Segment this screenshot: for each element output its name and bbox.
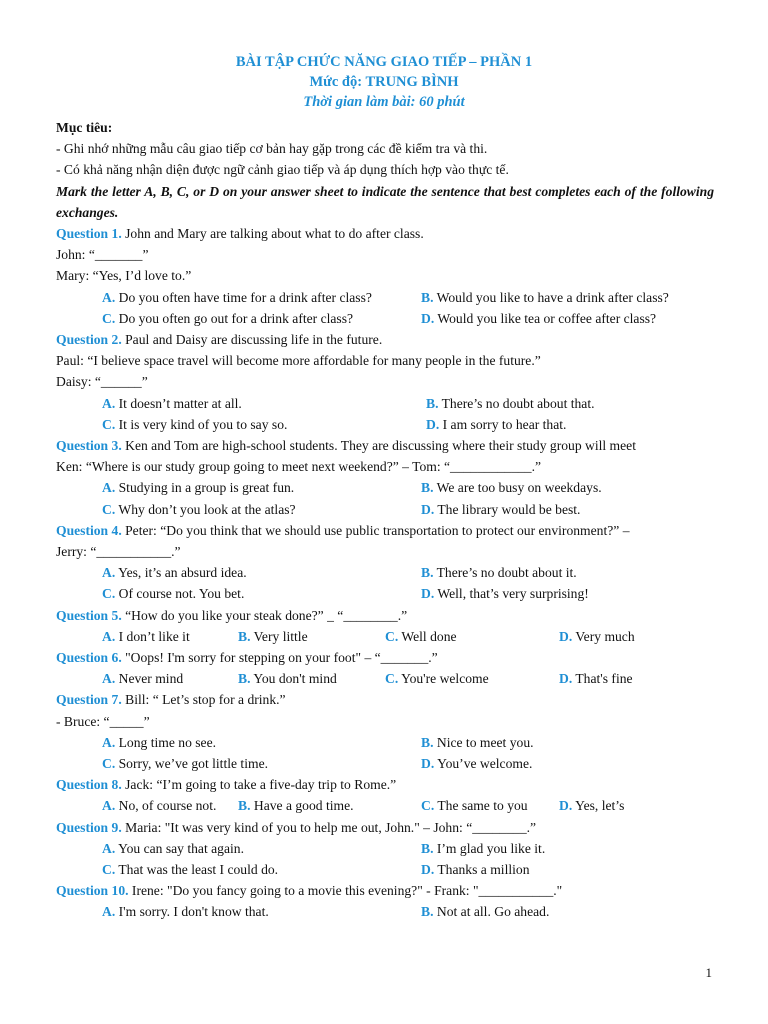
option-text: Very much bbox=[575, 628, 635, 644]
option-letter: D. bbox=[421, 501, 435, 517]
option-text: There’s no doubt about it. bbox=[436, 565, 577, 581]
question-text: Paul and Daisy are discussing life in the future. bbox=[125, 332, 383, 347]
options-row bbox=[56, 393, 714, 414]
option-text: That was the least I could do. bbox=[118, 861, 279, 877]
option-b[interactable] bbox=[421, 838, 545, 859]
question-text: Maria: "It was very kind of you to help me out, John." – John: “________.” bbox=[125, 819, 537, 835]
option-text: You’ve welcome. bbox=[437, 755, 533, 771]
option-b[interactable] bbox=[421, 562, 577, 583]
option-text: You can say that again. bbox=[118, 840, 244, 856]
option-text: There’s no doubt about that. bbox=[441, 395, 595, 411]
option-text: Long time no see. bbox=[118, 734, 217, 750]
options-row bbox=[56, 795, 714, 816]
option-d[interactable] bbox=[421, 859, 530, 880]
option-letter: B. bbox=[421, 904, 434, 920]
option-a[interactable] bbox=[102, 732, 216, 753]
option-letter: D. bbox=[421, 310, 435, 326]
option-letter: B. bbox=[426, 395, 439, 411]
question-5 bbox=[56, 605, 714, 626]
option-text: I am sorry to hear that. bbox=[442, 416, 567, 432]
option-letter: D. bbox=[559, 671, 573, 687]
option-text: Well done bbox=[401, 628, 457, 644]
option-letter: B. bbox=[421, 565, 434, 581]
question-label: Question 6. bbox=[56, 649, 122, 665]
options-row bbox=[56, 583, 714, 604]
option-text: Studying in a group is great fun. bbox=[118, 480, 295, 496]
option-text: Nice to meet you. bbox=[436, 734, 534, 750]
option-letter: A. bbox=[102, 628, 116, 644]
question-4 bbox=[56, 520, 714, 541]
difficulty-level: Mức độ: TRUNG BÌNH bbox=[309, 74, 459, 90]
objective-item: - Có khả năng nhận diện được ngữ cảnh giao tiếp và áp dụng thích hợp vào thực tế. bbox=[56, 162, 509, 178]
question-label: Question 3. bbox=[56, 437, 122, 453]
option-text: Have a good time. bbox=[253, 798, 354, 814]
question-text: Peter: “Do you think that we should use public transportation to protect our environment?” – bbox=[125, 522, 630, 538]
options-row bbox=[56, 477, 714, 498]
option-text: Very little bbox=[253, 628, 308, 644]
option-a[interactable] bbox=[102, 393, 242, 414]
option-letter: C. bbox=[102, 586, 116, 602]
option-text: I'm sorry. I don't know that. bbox=[118, 904, 269, 920]
option-b[interactable] bbox=[421, 901, 549, 922]
option-c[interactable] bbox=[102, 583, 244, 604]
option-text: It is very kind of you to say so. bbox=[118, 416, 288, 432]
option-letter: B. bbox=[421, 840, 434, 856]
option-a[interactable] bbox=[102, 901, 269, 922]
options-row bbox=[56, 499, 714, 520]
option-d[interactable] bbox=[421, 499, 580, 520]
objectives-heading: Mục tiêu: bbox=[56, 120, 113, 135]
option-text: Do you often go out for a drink after class? bbox=[118, 310, 354, 326]
option-letter: C. bbox=[102, 310, 116, 326]
options-row bbox=[56, 859, 714, 880]
option-letter: A. bbox=[102, 395, 116, 411]
option-a[interactable] bbox=[102, 795, 216, 816]
options-row bbox=[56, 732, 714, 753]
question-label: Question 5. bbox=[56, 607, 122, 623]
options-row bbox=[56, 901, 714, 922]
options-row bbox=[56, 308, 714, 329]
option-text: I’m glad you like it. bbox=[436, 840, 546, 856]
option-d[interactable] bbox=[421, 753, 532, 774]
option-letter: C. bbox=[102, 755, 116, 771]
option-b[interactable] bbox=[421, 287, 669, 308]
option-b[interactable] bbox=[426, 393, 595, 414]
option-letter: D. bbox=[421, 755, 435, 771]
option-letter: D. bbox=[559, 798, 573, 814]
option-text: Of course not. You bet. bbox=[118, 586, 245, 602]
option-letter: D. bbox=[426, 416, 440, 432]
option-letter: C. bbox=[102, 861, 116, 877]
option-text: I don’t like it bbox=[118, 628, 190, 644]
option-text: Do you often have time for a drink after class? bbox=[118, 289, 372, 305]
question-1 bbox=[56, 223, 714, 244]
option-letter: A. bbox=[102, 480, 116, 496]
question-line: Daisy: “______” bbox=[56, 374, 148, 390]
question-line: - Bruce: “_____” bbox=[56, 713, 150, 729]
option-a[interactable] bbox=[102, 668, 183, 689]
option-d[interactable] bbox=[559, 626, 635, 647]
options-row bbox=[56, 562, 714, 583]
option-c[interactable] bbox=[385, 668, 489, 689]
question-line: Mary: “Yes, I’d love to.” bbox=[56, 268, 192, 284]
option-letter: D. bbox=[421, 861, 435, 877]
option-b[interactable] bbox=[421, 477, 602, 498]
option-d[interactable] bbox=[421, 308, 656, 329]
option-text: We are too busy on weekdays. bbox=[436, 480, 602, 496]
options-row bbox=[56, 287, 714, 308]
options-row bbox=[56, 753, 714, 774]
option-letter: A. bbox=[102, 289, 116, 305]
option-d[interactable] bbox=[426, 414, 566, 435]
question-text: “How do you like your steak done?” _ “________.” bbox=[125, 607, 408, 623]
option-letter: A. bbox=[102, 798, 116, 814]
options-row bbox=[56, 838, 714, 859]
option-letter: A. bbox=[102, 671, 116, 687]
option-text: Well, that’s very surprising! bbox=[437, 586, 589, 602]
page-number: 1 bbox=[705, 965, 712, 980]
option-c[interactable] bbox=[421, 795, 528, 816]
option-a[interactable] bbox=[102, 562, 247, 583]
option-letter: A. bbox=[102, 904, 116, 920]
option-letter: C. bbox=[421, 798, 435, 814]
question-9 bbox=[56, 817, 714, 838]
question-8 bbox=[56, 774, 714, 795]
time-limit: Thời gian làm bài: 60 phút bbox=[303, 94, 465, 110]
option-b[interactable] bbox=[238, 668, 337, 689]
option-b[interactable] bbox=[238, 626, 308, 647]
question-label: Question 2. bbox=[56, 332, 122, 347]
option-c[interactable] bbox=[102, 753, 268, 774]
objective-item: - Ghi nhớ những mẫu câu giao tiếp cơ bản hay gặp trong các đề kiểm tra và thi. bbox=[56, 141, 488, 157]
question-label: Question 8. bbox=[56, 777, 122, 793]
option-letter: B. bbox=[238, 671, 251, 687]
question-3 bbox=[56, 435, 714, 456]
option-letter: B. bbox=[421, 480, 434, 496]
option-letter: B. bbox=[421, 289, 434, 305]
question-label: Question 1. bbox=[56, 226, 122, 242]
option-a[interactable] bbox=[102, 626, 190, 647]
option-text: Sorry, we’ve got little time. bbox=[118, 755, 268, 771]
question-6 bbox=[56, 647, 714, 668]
option-c[interactable] bbox=[102, 414, 287, 435]
question-line: Jerry: “___________.” bbox=[56, 543, 181, 559]
option-letter: C. bbox=[102, 501, 116, 517]
question-text: Ken and Tom are high-school students. They are discussing where their study group will meet bbox=[125, 437, 636, 453]
options-row bbox=[56, 414, 714, 435]
option-letter: C. bbox=[102, 416, 116, 432]
document-header bbox=[0, 52, 768, 112]
option-text: You don't mind bbox=[253, 671, 337, 687]
option-letter: B. bbox=[421, 734, 434, 750]
question-text: Bill: “ Let’s stop for a drink.” bbox=[125, 692, 286, 708]
option-text: Never mind bbox=[118, 671, 184, 687]
option-c[interactable] bbox=[102, 859, 278, 880]
option-letter: B. bbox=[238, 628, 251, 644]
option-text: Not at all. Go ahead. bbox=[436, 904, 550, 920]
option-d[interactable] bbox=[559, 668, 633, 689]
option-text: No, of course not. bbox=[118, 798, 217, 814]
question-text: "Oops! I'm sorry for stepping on your foot" – “_______.” bbox=[125, 649, 438, 665]
option-text: Yes, let’s bbox=[575, 798, 625, 814]
option-text: You're welcome bbox=[401, 671, 489, 687]
option-letter: A. bbox=[102, 734, 116, 750]
option-text: Why don’t you look at the atlas? bbox=[118, 501, 296, 517]
option-text: Yes, it’s an absurd idea. bbox=[118, 565, 247, 581]
option-b[interactable] bbox=[421, 732, 534, 753]
question-text: Jack: “I’m going to take a five-day trip to Rome.” bbox=[125, 777, 397, 793]
question-label: Question 9. bbox=[56, 819, 122, 835]
option-text: The library would be best. bbox=[437, 501, 581, 517]
document-body bbox=[56, 117, 714, 922]
question-line: Paul: “I believe space travel will become more affordable for many people in the future.” bbox=[56, 353, 541, 369]
question-label: Question 7. bbox=[56, 692, 122, 708]
option-a[interactable] bbox=[102, 477, 294, 498]
option-text: Thanks a million bbox=[437, 861, 530, 877]
option-letter: D. bbox=[559, 628, 573, 644]
option-letter: A. bbox=[102, 840, 116, 856]
option-c[interactable] bbox=[102, 499, 296, 520]
question-10 bbox=[56, 880, 714, 901]
instruction: Mark the letter A, B, C, or D on your answer sheet to indicate the sentence that best completes each of the following exchanges. bbox=[56, 183, 714, 220]
question-2 bbox=[56, 329, 714, 350]
options-row bbox=[56, 626, 714, 647]
option-letter: B. bbox=[238, 798, 251, 814]
option-text: Would you like to have a drink after class? bbox=[436, 289, 669, 305]
option-text: That's fine bbox=[575, 671, 633, 687]
question-7 bbox=[56, 689, 714, 710]
option-text: It doesn’t matter at all. bbox=[118, 395, 242, 411]
option-text: Would you like tea or coffee after class? bbox=[437, 310, 657, 326]
question-text: John and Mary are talking about what to do after class. bbox=[125, 226, 424, 242]
question-label: Question 4. bbox=[56, 522, 122, 538]
option-letter: A. bbox=[102, 565, 116, 581]
question-text: Irene: "Do you fancy going to a movie this evening?" - Frank: "___________." bbox=[131, 883, 563, 899]
options-row bbox=[56, 668, 714, 689]
option-letter: D. bbox=[421, 586, 435, 602]
option-d[interactable] bbox=[421, 583, 589, 604]
option-a[interactable] bbox=[102, 287, 372, 308]
option-c[interactable] bbox=[102, 308, 353, 329]
option-letter: C. bbox=[385, 671, 399, 687]
option-c[interactable] bbox=[385, 626, 457, 647]
option-d[interactable] bbox=[559, 795, 624, 816]
document-title: BÀI TẬP CHỨC NĂNG GIAO TIẾP – PHẦN 1 bbox=[235, 54, 533, 70]
question-line: John: “_______” bbox=[56, 247, 149, 263]
option-letter: C. bbox=[385, 628, 399, 644]
option-a[interactable] bbox=[102, 838, 244, 859]
question-label: Question 10. bbox=[56, 883, 129, 899]
option-text: The same to you bbox=[437, 798, 528, 814]
option-b[interactable] bbox=[238, 795, 354, 816]
question-line: Ken: “Where is our study group going to meet next weekend?” – Tom: “____________.” bbox=[56, 459, 542, 475]
